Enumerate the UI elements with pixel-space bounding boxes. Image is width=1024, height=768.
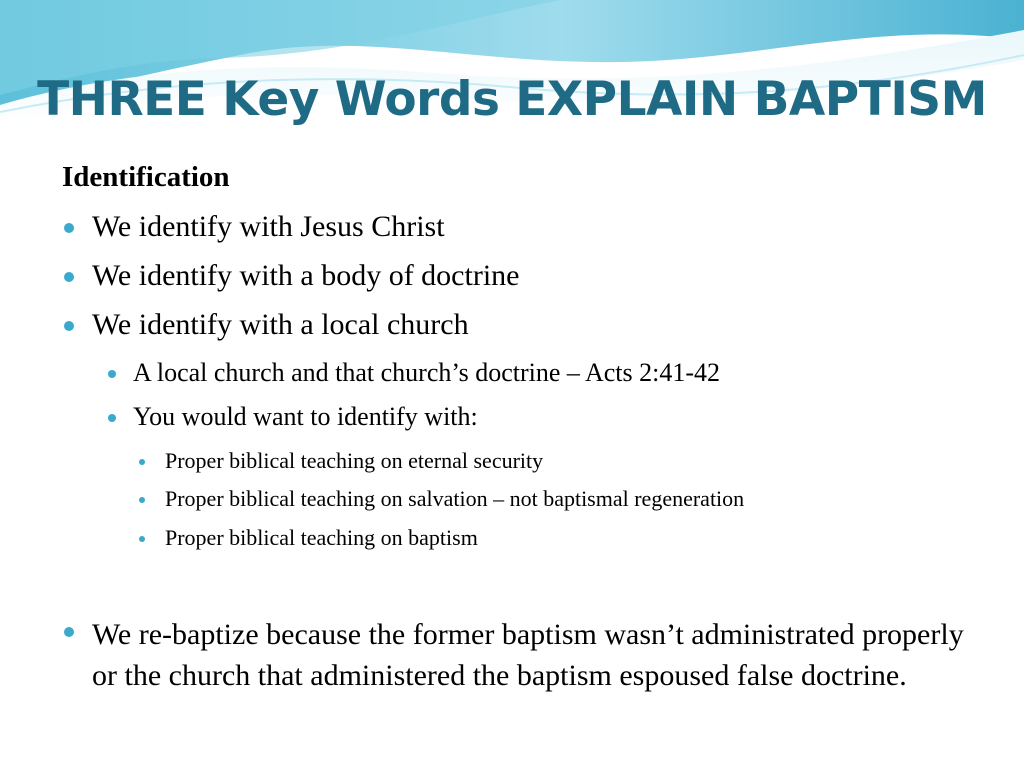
bullet-icon: [64, 272, 74, 282]
sub-list-item: You would want to identify with:: [133, 402, 478, 431]
sub-list-item: A local church and that church’s doctrine – Acts 2:41-42: [133, 358, 721, 387]
list-item: We identify with a body of doctrine: [92, 259, 520, 292]
sub-sub-list-item: Proper biblical teaching on eternal security: [165, 448, 544, 473]
bullet-icon: [64, 223, 74, 233]
bullet-icon: [108, 414, 116, 422]
sub-sub-list-item: Proper biblical teaching on salvation – not baptismal regeneration: [165, 486, 745, 511]
closing-paragraph: We re-baptize because the former baptism wasn’t administrated properly or the church that administered the baptism espoused false doctrine.: [92, 618, 964, 692]
bullet-icon: [139, 459, 145, 465]
list-item: We identify with Jesus Christ: [92, 210, 445, 243]
bullet-icon: [64, 627, 74, 637]
section-heading: Identification: [62, 161, 230, 193]
bullet-icon: [64, 321, 74, 331]
slide-title: THREE Key Words EXPLAIN BAPTISM: [37, 72, 987, 127]
bullet-icon: [108, 370, 116, 378]
list-item: We identify with a local church: [92, 308, 469, 341]
bullet-icon: [139, 497, 145, 503]
sub-sub-list-item: Proper biblical teaching on baptism: [165, 525, 478, 550]
bullet-icon: [139, 536, 145, 542]
